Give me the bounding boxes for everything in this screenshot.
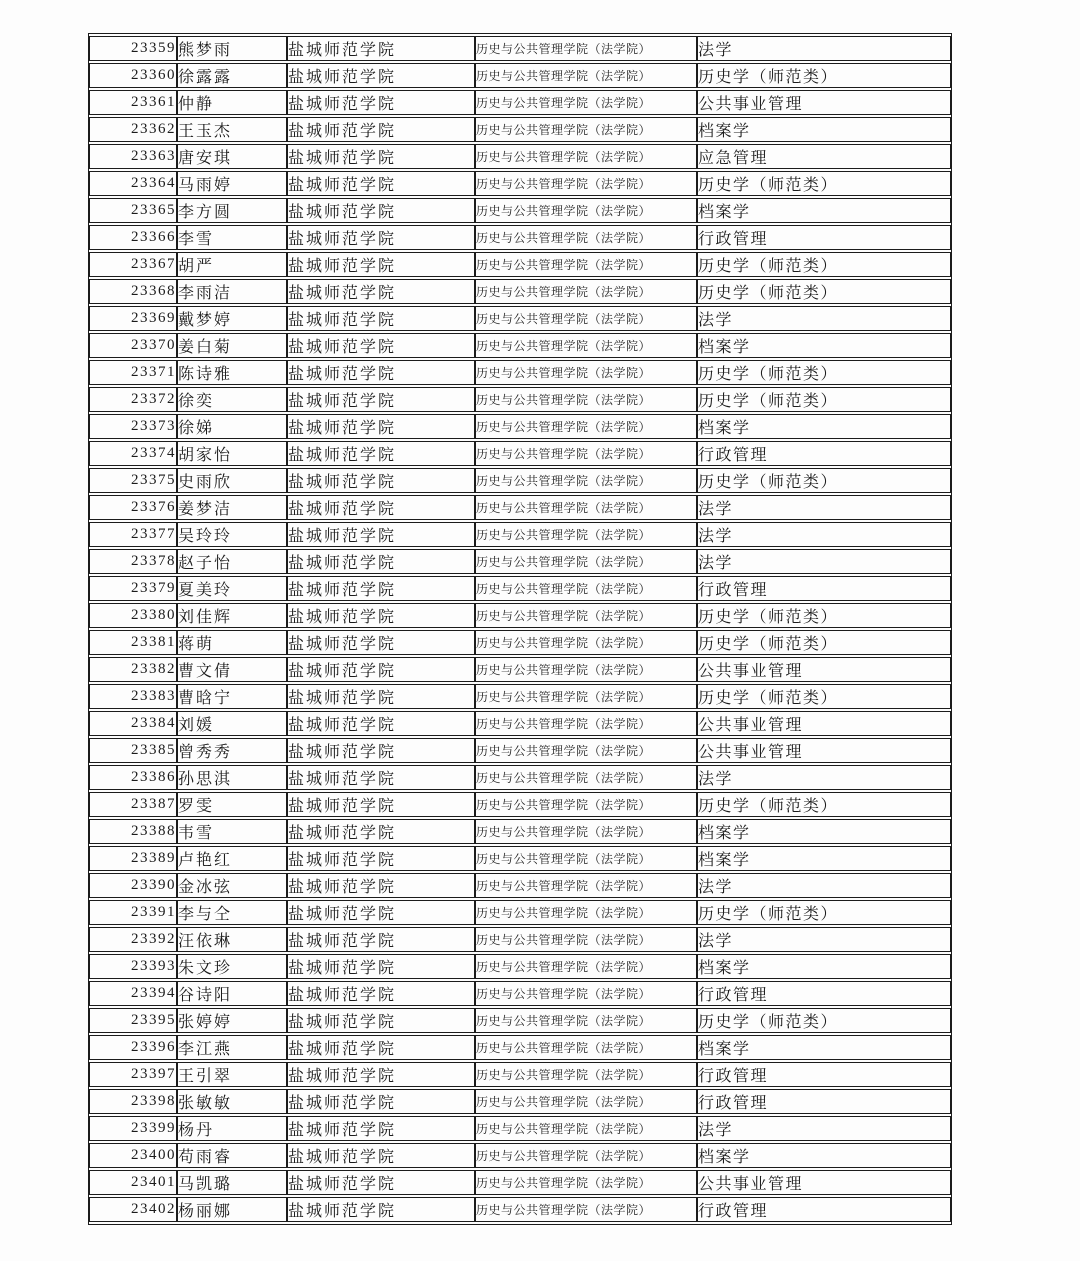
cell-college: 历史与公共管理学院（法学院） <box>475 630 697 655</box>
cell-student-id: 23363 <box>89 144 177 169</box>
cell-major: 档案学 <box>697 846 951 871</box>
cell-student-id: 23367 <box>89 252 177 277</box>
cell-student-id: 23402 <box>89 1197 177 1222</box>
cell-school: 盐城师范学院 <box>287 873 475 898</box>
cell-major: 公共事业管理 <box>697 657 951 682</box>
cell-major: 档案学 <box>697 819 951 844</box>
cell-student-id: 23374 <box>89 441 177 466</box>
cell-student-id: 23365 <box>89 198 177 223</box>
cell-school: 盐城师范学院 <box>287 1170 475 1195</box>
cell-school: 盐城师范学院 <box>287 819 475 844</box>
cell-student-name: 刘佳辉 <box>177 603 287 628</box>
table-row <box>89 90 951 115</box>
cell-school: 盐城师范学院 <box>287 1008 475 1033</box>
cell-school: 盐城师范学院 <box>287 954 475 979</box>
table-row <box>89 414 951 439</box>
cell-student-name: 李雨洁 <box>177 279 287 304</box>
cell-school: 盐城师范学院 <box>287 63 475 88</box>
cell-major: 公共事业管理 <box>697 711 951 736</box>
cell-major: 历史学（师范类） <box>697 252 951 277</box>
cell-college: 历史与公共管理学院（法学院） <box>475 63 697 88</box>
table-row <box>89 495 951 520</box>
cell-college: 历史与公共管理学院（法学院） <box>475 738 697 763</box>
table-row <box>89 846 951 871</box>
roster-table <box>89 34 951 1224</box>
table-row <box>89 306 951 331</box>
cell-college: 历史与公共管理学院（法学院） <box>475 549 697 574</box>
cell-major: 历史学（师范类） <box>697 630 951 655</box>
cell-major: 历史学（师范类） <box>697 684 951 709</box>
cell-student-id: 23401 <box>89 1170 177 1195</box>
cell-major: 历史学（师范类） <box>697 387 951 412</box>
table-row <box>89 171 951 196</box>
table-row <box>89 144 951 169</box>
cell-student-id: 23382 <box>89 657 177 682</box>
table-row <box>89 441 951 466</box>
cell-college: 历史与公共管理学院（法学院） <box>475 387 697 412</box>
table-row <box>89 522 951 547</box>
table-row <box>89 198 951 223</box>
table-row <box>89 1143 951 1168</box>
cell-school: 盐城师范学院 <box>287 495 475 520</box>
cell-college: 历史与公共管理学院（法学院） <box>475 657 697 682</box>
cell-student-name: 胡家怡 <box>177 441 287 466</box>
cell-student-name: 李雪 <box>177 225 287 250</box>
cell-major: 行政管理 <box>697 1062 951 1087</box>
cell-major: 历史学（师范类） <box>697 900 951 925</box>
cell-student-name: 陈诗雅 <box>177 360 287 385</box>
cell-major: 法学 <box>697 522 951 547</box>
cell-student-id: 23398 <box>89 1089 177 1114</box>
cell-student-name: 姜白菊 <box>177 333 287 358</box>
cell-major: 行政管理 <box>697 1197 951 1222</box>
cell-major: 档案学 <box>697 333 951 358</box>
cell-student-id: 23390 <box>89 873 177 898</box>
cell-student-name: 杨丽娜 <box>177 1197 287 1222</box>
cell-college: 历史与公共管理学院（法学院） <box>475 1197 697 1222</box>
cell-student-id: 23393 <box>89 954 177 979</box>
cell-school: 盐城师范学院 <box>287 900 475 925</box>
cell-major: 档案学 <box>697 1035 951 1060</box>
cell-student-id: 23388 <box>89 819 177 844</box>
table-row <box>89 711 951 736</box>
table-row <box>89 36 951 61</box>
table-row <box>89 954 951 979</box>
table-row <box>89 738 951 763</box>
cell-student-name: 卢艳红 <box>177 846 287 871</box>
cell-major: 档案学 <box>697 1143 951 1168</box>
cell-college: 历史与公共管理学院（法学院） <box>475 333 697 358</box>
cell-student-id: 23377 <box>89 522 177 547</box>
cell-school: 盐城师范学院 <box>287 846 475 871</box>
cell-student-name: 李江燕 <box>177 1035 287 1060</box>
cell-school: 盐城师范学院 <box>287 1035 475 1060</box>
cell-student-id: 23397 <box>89 1062 177 1087</box>
cell-college: 历史与公共管理学院（法学院） <box>475 927 697 952</box>
cell-major: 法学 <box>697 306 951 331</box>
cell-college: 历史与公共管理学院（法学院） <box>475 90 697 115</box>
table-row <box>89 387 951 412</box>
table-row <box>89 360 951 385</box>
roster-table-body <box>89 36 951 1222</box>
table-row <box>89 333 951 358</box>
table-row <box>89 1170 951 1195</box>
cell-college: 历史与公共管理学院（法学院） <box>475 36 697 61</box>
cell-college: 历史与公共管理学院（法学院） <box>475 603 697 628</box>
cell-student-name: 苟雨睿 <box>177 1143 287 1168</box>
cell-school: 盐城师范学院 <box>287 468 475 493</box>
cell-college: 历史与公共管理学院（法学院） <box>475 522 697 547</box>
cell-major: 行政管理 <box>697 1089 951 1114</box>
cell-school: 盐城师范学院 <box>287 1116 475 1141</box>
cell-college: 历史与公共管理学院（法学院） <box>475 711 697 736</box>
cell-student-id: 23359 <box>89 36 177 61</box>
cell-school: 盐城师范学院 <box>287 711 475 736</box>
cell-student-id: 23362 <box>89 117 177 142</box>
cell-student-id: 23389 <box>89 846 177 871</box>
cell-student-id: 23396 <box>89 1035 177 1060</box>
cell-major: 历史学（师范类） <box>697 279 951 304</box>
cell-student-id: 23381 <box>89 630 177 655</box>
cell-school: 盐城师范学院 <box>287 981 475 1006</box>
cell-student-name: 曹晗宁 <box>177 684 287 709</box>
cell-student-name: 马雨婷 <box>177 171 287 196</box>
cell-student-name: 汪依琳 <box>177 927 287 952</box>
cell-student-name: 仲静 <box>177 90 287 115</box>
cell-student-name: 孙思淇 <box>177 765 287 790</box>
cell-student-name: 金冰弦 <box>177 873 287 898</box>
cell-major: 历史学（师范类） <box>697 171 951 196</box>
cell-student-id: 23391 <box>89 900 177 925</box>
cell-college: 历史与公共管理学院（法学院） <box>475 1035 697 1060</box>
cell-student-name: 徐露露 <box>177 63 287 88</box>
cell-student-id: 23394 <box>89 981 177 1006</box>
cell-student-name: 李方圆 <box>177 198 287 223</box>
cell-college: 历史与公共管理学院（法学院） <box>475 792 697 817</box>
cell-school: 盐城师范学院 <box>287 171 475 196</box>
table-row <box>89 1008 951 1033</box>
cell-school: 盐城师范学院 <box>287 144 475 169</box>
cell-college: 历史与公共管理学院（法学院） <box>475 144 697 169</box>
cell-student-name: 姜梦洁 <box>177 495 287 520</box>
cell-student-id: 23392 <box>89 927 177 952</box>
cell-student-name: 韦雪 <box>177 819 287 844</box>
cell-college: 历史与公共管理学院（法学院） <box>475 765 697 790</box>
cell-student-id: 23368 <box>89 279 177 304</box>
cell-student-name: 李与仝 <box>177 900 287 925</box>
cell-student-name: 曹文倩 <box>177 657 287 682</box>
cell-student-name: 夏美玲 <box>177 576 287 601</box>
cell-college: 历史与公共管理学院（法学院） <box>475 117 697 142</box>
cell-college: 历史与公共管理学院（法学院） <box>475 468 697 493</box>
cell-school: 盐城师范学院 <box>287 333 475 358</box>
cell-school: 盐城师范学院 <box>287 576 475 601</box>
cell-major: 公共事业管理 <box>697 90 951 115</box>
cell-school: 盐城师范学院 <box>287 630 475 655</box>
table-row <box>89 1197 951 1222</box>
cell-major: 历史学（师范类） <box>697 468 951 493</box>
cell-school: 盐城师范学院 <box>287 90 475 115</box>
cell-college: 历史与公共管理学院（法学院） <box>475 1170 697 1195</box>
table-row <box>89 1116 951 1141</box>
cell-student-id: 23384 <box>89 711 177 736</box>
cell-student-id: 23399 <box>89 1116 177 1141</box>
table-row <box>89 792 951 817</box>
cell-college: 历史与公共管理学院（法学院） <box>475 684 697 709</box>
table-row <box>89 630 951 655</box>
cell-college: 历史与公共管理学院（法学院） <box>475 414 697 439</box>
table-row <box>89 225 951 250</box>
table-row <box>89 576 951 601</box>
cell-school: 盐城师范学院 <box>287 117 475 142</box>
cell-school: 盐城师范学院 <box>287 603 475 628</box>
cell-college: 历史与公共管理学院（法学院） <box>475 846 697 871</box>
cell-college: 历史与公共管理学院（法学院） <box>475 198 697 223</box>
cell-student-name: 史雨欣 <box>177 468 287 493</box>
cell-major: 档案学 <box>697 414 951 439</box>
cell-major: 历史学（师范类） <box>697 1008 951 1033</box>
cell-student-id: 23366 <box>89 225 177 250</box>
cell-school: 盐城师范学院 <box>287 684 475 709</box>
table-row <box>89 1062 951 1087</box>
table-row <box>89 684 951 709</box>
cell-school: 盐城师范学院 <box>287 414 475 439</box>
cell-school: 盐城师范学院 <box>287 1062 475 1087</box>
cell-major: 档案学 <box>697 198 951 223</box>
cell-student-id: 23387 <box>89 792 177 817</box>
cell-student-name: 赵子怡 <box>177 549 287 574</box>
table-row <box>89 1035 951 1060</box>
cell-college: 历史与公共管理学院（法学院） <box>475 1143 697 1168</box>
table-row <box>89 468 951 493</box>
cell-student-id: 23375 <box>89 468 177 493</box>
cell-student-name: 谷诗阳 <box>177 981 287 1006</box>
cell-major: 法学 <box>697 927 951 952</box>
cell-school: 盐城师范学院 <box>287 306 475 331</box>
cell-student-name: 朱文珍 <box>177 954 287 979</box>
table-row <box>89 819 951 844</box>
cell-major: 行政管理 <box>697 225 951 250</box>
cell-school: 盐城师范学院 <box>287 549 475 574</box>
table-row <box>89 279 951 304</box>
cell-student-id: 23395 <box>89 1008 177 1033</box>
cell-college: 历史与公共管理学院（法学院） <box>475 279 697 304</box>
cell-major: 历史学（师范类） <box>697 360 951 385</box>
cell-student-name: 熊梦雨 <box>177 36 287 61</box>
table-row <box>89 981 951 1006</box>
cell-school: 盐城师范学院 <box>287 252 475 277</box>
cell-major: 法学 <box>697 36 951 61</box>
table-row <box>89 549 951 574</box>
cell-major: 历史学（师范类） <box>697 603 951 628</box>
cell-student-name: 吴玲玲 <box>177 522 287 547</box>
cell-college: 历史与公共管理学院（法学院） <box>475 819 697 844</box>
table-row <box>89 657 951 682</box>
cell-student-id: 23378 <box>89 549 177 574</box>
cell-major: 法学 <box>697 549 951 574</box>
cell-student-id: 23364 <box>89 171 177 196</box>
cell-major: 公共事业管理 <box>697 1170 951 1195</box>
cell-major: 行政管理 <box>697 441 951 466</box>
cell-college: 历史与公共管理学院（法学院） <box>475 252 697 277</box>
cell-school: 盐城师范学院 <box>287 657 475 682</box>
cell-college: 历史与公共管理学院（法学院） <box>475 495 697 520</box>
cell-school: 盐城师范学院 <box>287 1197 475 1222</box>
cell-student-id: 23379 <box>89 576 177 601</box>
table-row <box>89 117 951 142</box>
cell-college: 历史与公共管理学院（法学院） <box>475 1116 697 1141</box>
cell-school: 盐城师范学院 <box>287 738 475 763</box>
table-row <box>89 1089 951 1114</box>
cell-student-name: 刘媛 <box>177 711 287 736</box>
table-row <box>89 603 951 628</box>
cell-student-name: 王引翠 <box>177 1062 287 1087</box>
cell-school: 盐城师范学院 <box>287 360 475 385</box>
cell-student-name: 戴梦婷 <box>177 306 287 331</box>
cell-student-name: 张婷婷 <box>177 1008 287 1033</box>
cell-student-name: 罗雯 <box>177 792 287 817</box>
cell-student-id: 23360 <box>89 63 177 88</box>
cell-student-id: 23376 <box>89 495 177 520</box>
cell-student-name: 张敏敏 <box>177 1089 287 1114</box>
table-row <box>89 927 951 952</box>
cell-student-name: 蒋萌 <box>177 630 287 655</box>
cell-student-id: 23370 <box>89 333 177 358</box>
cell-major: 应急管理 <box>697 144 951 169</box>
cell-school: 盐城师范学院 <box>287 198 475 223</box>
cell-major: 法学 <box>697 1116 951 1141</box>
cell-student-id: 23400 <box>89 1143 177 1168</box>
table-row <box>89 900 951 925</box>
cell-school: 盐城师范学院 <box>287 279 475 304</box>
cell-college: 历史与公共管理学院（法学院） <box>475 306 697 331</box>
cell-college: 历史与公共管理学院（法学院） <box>475 171 697 196</box>
cell-student-id: 23369 <box>89 306 177 331</box>
cell-school: 盐城师范学院 <box>287 927 475 952</box>
cell-school: 盐城师范学院 <box>287 36 475 61</box>
table-row <box>89 873 951 898</box>
cell-college: 历史与公共管理学院（法学院） <box>475 441 697 466</box>
roster-table-container <box>88 33 952 1225</box>
table-row <box>89 252 951 277</box>
cell-school: 盐城师范学院 <box>287 1143 475 1168</box>
cell-college: 历史与公共管理学院（法学院） <box>475 900 697 925</box>
cell-student-id: 23371 <box>89 360 177 385</box>
cell-student-name: 马凯璐 <box>177 1170 287 1195</box>
cell-student-name: 徐娣 <box>177 414 287 439</box>
cell-major: 档案学 <box>697 954 951 979</box>
cell-major: 法学 <box>697 495 951 520</box>
cell-college: 历史与公共管理学院（法学院） <box>475 576 697 601</box>
cell-college: 历史与公共管理学院（法学院） <box>475 981 697 1006</box>
cell-college: 历史与公共管理学院（法学院） <box>475 873 697 898</box>
cell-major: 行政管理 <box>697 576 951 601</box>
cell-school: 盐城师范学院 <box>287 225 475 250</box>
cell-school: 盐城师范学院 <box>287 522 475 547</box>
table-row <box>89 63 951 88</box>
cell-student-name: 杨丹 <box>177 1116 287 1141</box>
cell-school: 盐城师范学院 <box>287 1089 475 1114</box>
cell-major: 公共事业管理 <box>697 738 951 763</box>
cell-student-name: 唐安琪 <box>177 144 287 169</box>
cell-student-name: 曾秀秀 <box>177 738 287 763</box>
cell-school: 盐城师范学院 <box>287 387 475 412</box>
cell-student-id: 23372 <box>89 387 177 412</box>
cell-student-name: 胡严 <box>177 252 287 277</box>
cell-college: 历史与公共管理学院（法学院） <box>475 954 697 979</box>
cell-school: 盐城师范学院 <box>287 792 475 817</box>
cell-college: 历史与公共管理学院（法学院） <box>475 1062 697 1087</box>
cell-student-id: 23373 <box>89 414 177 439</box>
cell-student-name: 徐奕 <box>177 387 287 412</box>
cell-student-id: 23386 <box>89 765 177 790</box>
cell-college: 历史与公共管理学院（法学院） <box>475 360 697 385</box>
table-row <box>89 765 951 790</box>
cell-major: 法学 <box>697 765 951 790</box>
cell-student-id: 23361 <box>89 90 177 115</box>
cell-student-id: 23383 <box>89 684 177 709</box>
cell-college: 历史与公共管理学院（法学院） <box>475 225 697 250</box>
cell-student-id: 23385 <box>89 738 177 763</box>
cell-school: 盐城师范学院 <box>287 765 475 790</box>
cell-major: 历史学（师范类） <box>697 63 951 88</box>
cell-major: 行政管理 <box>697 981 951 1006</box>
cell-major: 历史学（师范类） <box>697 792 951 817</box>
cell-college: 历史与公共管理学院（法学院） <box>475 1089 697 1114</box>
cell-student-id: 23380 <box>89 603 177 628</box>
cell-major: 法学 <box>697 873 951 898</box>
cell-college: 历史与公共管理学院（法学院） <box>475 1008 697 1033</box>
cell-school: 盐城师范学院 <box>287 441 475 466</box>
cell-major: 档案学 <box>697 117 951 142</box>
cell-student-name: 王玉杰 <box>177 117 287 142</box>
